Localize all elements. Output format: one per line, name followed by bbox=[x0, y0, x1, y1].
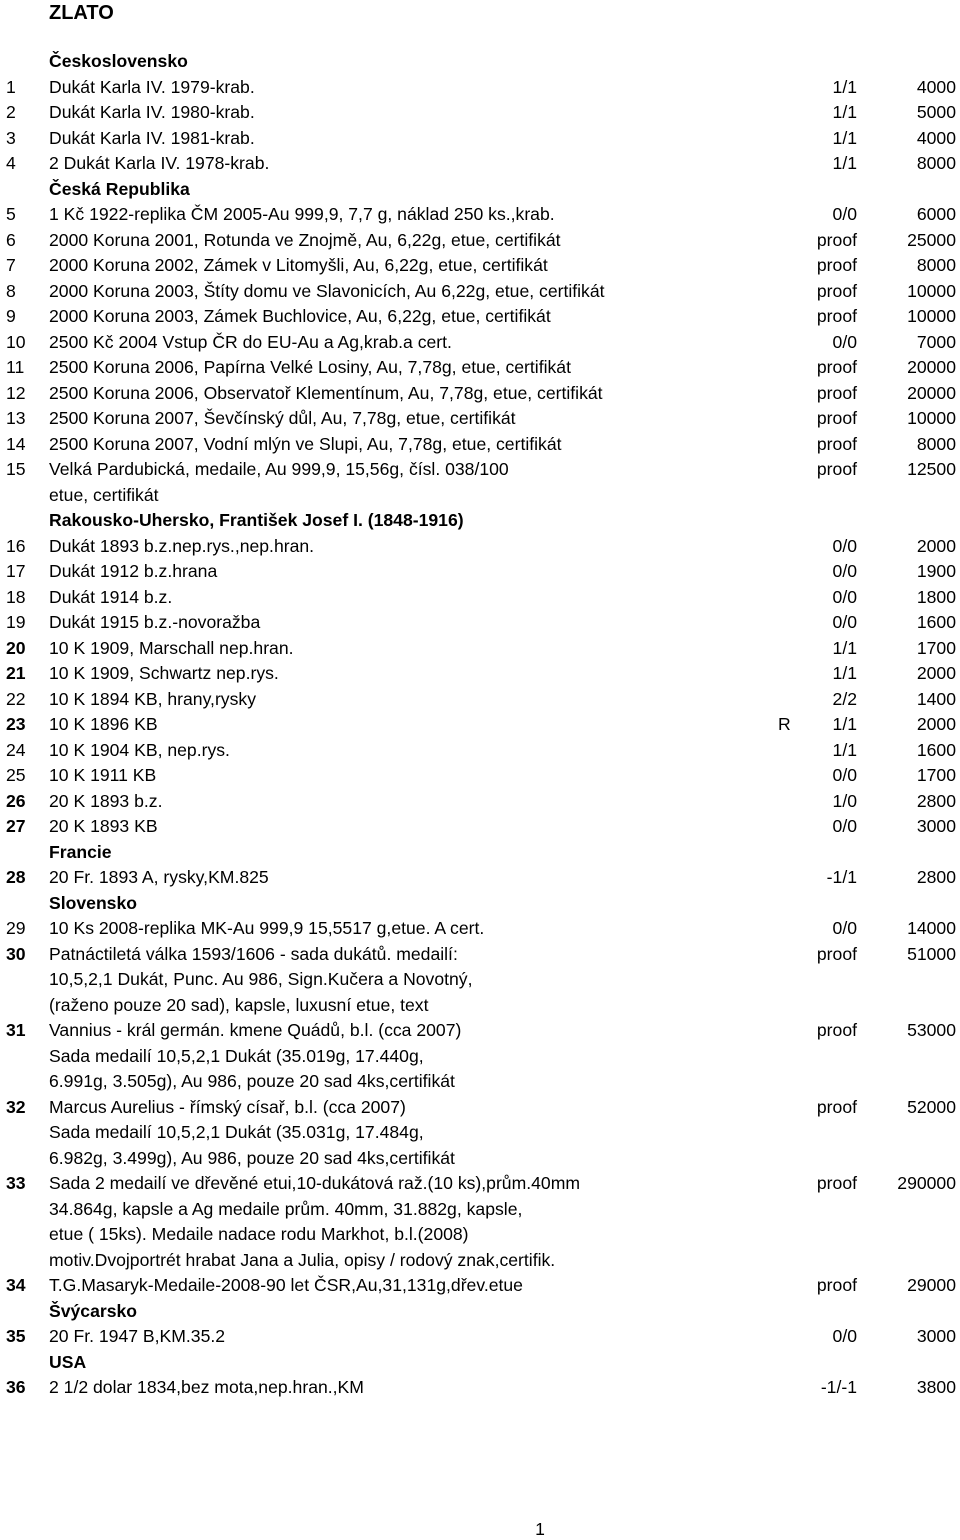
lot-grade: 0/0 bbox=[832, 561, 857, 581]
lot-row bbox=[0, 432, 960, 458]
lot-description: 2500 Kč 2004 Vstup ČR do EU-Au a Ag,krab.a cert. bbox=[49, 331, 452, 352]
lot-description: Dukát Karla IV. 1981-krab. bbox=[49, 127, 255, 148]
lot-row bbox=[0, 355, 960, 381]
lot-description: 2000 Koruna 2003, Štíty domu ve Slavonicích, Au 6,22g, etue, certifikát bbox=[49, 280, 605, 301]
lot-number: 5 bbox=[6, 204, 16, 224]
lot-row bbox=[0, 381, 960, 407]
lot-row bbox=[0, 304, 960, 330]
lot-number: 6 bbox=[6, 229, 16, 250]
section-heading: USA bbox=[49, 1351, 87, 1372]
lot-grade: -1/1 bbox=[826, 867, 857, 887]
lot-price: 8000 bbox=[916, 153, 956, 173]
lot-number: 20 bbox=[6, 637, 26, 658]
lot-number: 4 bbox=[6, 153, 16, 173]
lot-grade: 0/0 bbox=[832, 612, 857, 632]
lot-number: 9 bbox=[6, 306, 16, 326]
lot-price: 29000 bbox=[907, 1275, 956, 1295]
lot-number: 3 bbox=[6, 127, 16, 148]
lot-price: 6000 bbox=[916, 204, 956, 224]
lot-number: 23 bbox=[6, 714, 26, 734]
lot-price: 3000 bbox=[916, 816, 956, 836]
lot-number: 34 bbox=[6, 1275, 26, 1295]
lot-price: 1700 bbox=[916, 765, 956, 785]
lot-description: Dukát Karla IV. 1979-krab. bbox=[49, 76, 255, 97]
lot-price: 51000 bbox=[907, 943, 956, 964]
lot-price: 8000 bbox=[916, 255, 956, 275]
lot-grade: proof bbox=[816, 229, 857, 250]
lot-number: 8 bbox=[6, 280, 16, 301]
lot-number: 2 bbox=[6, 102, 16, 122]
lot-price: 2000 bbox=[916, 714, 956, 734]
lot-description: Sada 2 medailí ve dřevěné etui,10-dukátová raž.(10 ks),prům.40mm bbox=[49, 1173, 581, 1193]
lot-number: 21 bbox=[6, 663, 26, 683]
lot-row bbox=[0, 1171, 960, 1197]
lot-description: Dukát Karla IV. 1980-krab. bbox=[49, 102, 255, 122]
lot-description: 10,5,2,1 Dukát, Punc. Au 986, Sign.Kučera a Novotný, bbox=[49, 969, 473, 989]
lot-grade: 1/1 bbox=[832, 739, 857, 760]
lot-grade: 1/1 bbox=[832, 153, 857, 173]
lot-price: 1700 bbox=[916, 637, 956, 658]
lot-continuation-row bbox=[0, 483, 960, 509]
lot-description: 2500 Koruna 2006, Observatoř Klementínum, Au, 7,78g, etue, certifikát bbox=[49, 382, 603, 403]
lot-price: 2000 bbox=[916, 535, 956, 556]
lot-description: 2000 Koruna 2001, Rotunda ve Znojmě, Au, 6,22g, etue, certifikát bbox=[49, 229, 561, 250]
lot-description: 1 Kč 1922-replika ČM 2005-Au 999,9, 7,7 g, náklad 250 ks.,krab. bbox=[49, 204, 555, 224]
lot-continuation-row bbox=[0, 1120, 960, 1146]
lot-price: 8000 bbox=[916, 433, 956, 454]
lot-description: Dukát 1915 b.z.-novoražba bbox=[49, 612, 261, 632]
lot-price: 52000 bbox=[907, 1096, 956, 1117]
lot-grade: proof bbox=[816, 408, 857, 428]
lot-row bbox=[0, 100, 960, 126]
lot-price: 10000 bbox=[907, 280, 956, 301]
lot-grade: proof bbox=[816, 1096, 857, 1117]
lot-description: 2500 Koruna 2006, Papírna Velké Losiny, Au, 7,78g, etue, certifikát bbox=[49, 357, 571, 377]
lot-number: 35 bbox=[6, 1326, 26, 1346]
lot-row bbox=[0, 253, 960, 279]
section-heading: Česká Republika bbox=[49, 178, 190, 199]
lot-price: 10000 bbox=[907, 306, 956, 326]
lot-price: 4000 bbox=[916, 127, 956, 148]
lot-price: 12500 bbox=[907, 459, 956, 479]
lot-row bbox=[0, 942, 960, 968]
lot-number: 11 bbox=[6, 357, 25, 377]
lot-price: 53000 bbox=[907, 1020, 956, 1040]
lot-grade: 1/1 bbox=[832, 637, 857, 658]
lot-row bbox=[0, 738, 960, 764]
lot-grade: 1/1 bbox=[832, 102, 857, 122]
lot-number: 16 bbox=[6, 535, 26, 556]
lot-number: 32 bbox=[6, 1096, 26, 1117]
lot-number: 33 bbox=[6, 1173, 26, 1193]
section-heading: Slovensko bbox=[49, 892, 138, 913]
section-heading-row bbox=[0, 1299, 960, 1325]
lot-number: 13 bbox=[6, 408, 26, 428]
lot-description: 2500 Koruna 2007, Ševčínský důl, Au, 7,78g, etue, certifikát bbox=[49, 408, 516, 428]
lot-description: 6.982g, 3.499g), Au 986, pouze 20 sad 4ks,certifikát bbox=[49, 1147, 455, 1168]
lot-row bbox=[0, 636, 960, 662]
lot-number: 17 bbox=[6, 561, 26, 581]
section-heading-row bbox=[0, 1350, 960, 1376]
lot-continuation-row bbox=[0, 1197, 960, 1223]
lot-description: Dukát 1914 b.z. bbox=[49, 586, 173, 607]
lot-grade: proof bbox=[816, 255, 857, 275]
lot-description: Vannius - král germán. kmene Quádů, b.l. (cca 2007) bbox=[49, 1020, 462, 1040]
lot-grade: proof bbox=[816, 1173, 857, 1193]
lot-grade: proof bbox=[816, 433, 857, 454]
lot-description: Dukát 1912 b.z.hrana bbox=[49, 561, 218, 581]
lot-description: 20 Fr. 1893 A, rysky,KM.825 bbox=[49, 867, 269, 887]
lot-price: 5000 bbox=[916, 102, 956, 122]
lot-grade: proof bbox=[816, 1020, 857, 1040]
lot-description: Sada medailí 10,5,2,1 Dukát (35.019g, 17.440g, bbox=[49, 1045, 424, 1066]
lot-price: 1900 bbox=[916, 561, 956, 581]
section-heading-row bbox=[0, 840, 960, 866]
lot-row bbox=[0, 151, 960, 177]
lot-description: 2000 Koruna 2003, Zámek Buchlovice, Au, 6,22g, etue, certifikát bbox=[49, 306, 551, 326]
lot-continuation-row bbox=[0, 1248, 960, 1274]
lot-continuation-row bbox=[0, 1222, 960, 1248]
lot-price: 25000 bbox=[907, 229, 956, 250]
section-heading-row bbox=[0, 177, 960, 203]
lot-continuation-row bbox=[0, 1044, 960, 1070]
lot-description: 10 K 1909, Marschall nep.hran. bbox=[49, 637, 294, 658]
lot-grade: 0/0 bbox=[832, 535, 857, 556]
lot-grade: proof bbox=[816, 459, 857, 479]
lot-row bbox=[0, 585, 960, 611]
lot-number: 14 bbox=[6, 433, 26, 454]
lot-grade: proof bbox=[816, 943, 857, 964]
lot-grade: 1/1 bbox=[832, 76, 857, 97]
lot-price: 3000 bbox=[916, 1326, 956, 1346]
lot-number: 36 bbox=[6, 1377, 26, 1397]
lot-description: Marcus Aurelius - římský císař, b.l. (cca 2007) bbox=[49, 1096, 406, 1117]
lot-grade: 1/1 bbox=[832, 127, 857, 148]
lot-continuation-row bbox=[0, 967, 960, 993]
lot-row bbox=[0, 1324, 960, 1350]
lot-description: Sada medailí 10,5,2,1 Dukát (35.031g, 17.484g, bbox=[49, 1122, 424, 1142]
lot-price: 2000 bbox=[916, 663, 956, 683]
lot-price: 1600 bbox=[916, 612, 956, 632]
lot-row bbox=[0, 1018, 960, 1044]
lot-grade: 0/0 bbox=[832, 765, 857, 785]
section-heading: Rakousko-Uhersko, František Josef I. (1848-1916) bbox=[49, 510, 464, 530]
lot-description: 2 1/2 dolar 1834,bez mota,nep.hran.,KM bbox=[49, 1377, 364, 1397]
lot-description: 2000 Koruna 2002, Zámek v Litomyšli, Au, 6,22g, etue, certifikát bbox=[49, 255, 548, 275]
lot-number: 31 bbox=[6, 1020, 26, 1040]
lot-description: motiv.Dvojportrét hrabat Jana a Julia, opisy / rodový znak,certifik. bbox=[49, 1249, 556, 1270]
lot-continuation-row bbox=[0, 1069, 960, 1095]
lot-row bbox=[0, 763, 960, 789]
lot-grade: proof bbox=[816, 1275, 857, 1295]
lot-row bbox=[0, 687, 960, 713]
lot-row bbox=[0, 406, 960, 432]
lot-row bbox=[0, 126, 960, 152]
lot-row bbox=[0, 534, 960, 560]
lot-grade: 0/0 bbox=[832, 918, 857, 938]
lot-row bbox=[0, 228, 960, 254]
lot-number: 29 bbox=[6, 918, 26, 938]
lot-row bbox=[0, 1095, 960, 1121]
lot-number: 10 bbox=[6, 331, 26, 352]
lot-price: 290000 bbox=[897, 1173, 956, 1193]
lot-number: 25 bbox=[6, 765, 26, 785]
lot-description: T.G.Masaryk-Medaile-2008-90 let ČSR,Au,31,131g,dřev.etue bbox=[49, 1275, 523, 1295]
lot-description: 20 K 1893 b.z. bbox=[49, 790, 163, 811]
lot-grade: 0/0 bbox=[832, 331, 857, 352]
lot-description: 34.864g, kapsle a Ag medaile prům. 40mm, 31.882g, kapsle, bbox=[49, 1198, 523, 1219]
lot-description: 10 K 1904 KB, nep.rys. bbox=[49, 739, 230, 760]
lot-row bbox=[0, 202, 960, 228]
lot-number: 18 bbox=[6, 586, 26, 607]
lot-number: 7 bbox=[6, 255, 16, 275]
lot-grade: 1/0 bbox=[832, 790, 857, 811]
lot-description: 10 K 1909, Schwartz nep.rys. bbox=[49, 663, 279, 683]
section-heading: Francie bbox=[49, 841, 112, 862]
lot-number: 15 bbox=[6, 459, 26, 479]
section-heading-row bbox=[0, 508, 960, 534]
lot-number: 1 bbox=[6, 76, 16, 97]
lot-price: 1800 bbox=[916, 586, 956, 607]
lot-row bbox=[0, 75, 960, 101]
lot-continuation-row bbox=[0, 1146, 960, 1172]
lot-description: (raženo pouze 20 sad), kapsle, luxusní etue, text bbox=[49, 994, 429, 1015]
lot-row bbox=[0, 661, 960, 687]
lot-number: 28 bbox=[6, 867, 26, 887]
lot-grade: 0/0 bbox=[832, 586, 857, 607]
lot-description: 10 Ks 2008-replika MK-Au 999,9 15,5517 g,etue. A cert. bbox=[49, 918, 485, 938]
lot-price: 2800 bbox=[916, 867, 956, 887]
lot-number: 30 bbox=[6, 943, 26, 964]
lot-description: 10 K 1911 KB bbox=[49, 765, 157, 785]
lot-description: 20 K 1893 KB bbox=[49, 816, 158, 836]
lot-number: 27 bbox=[6, 816, 26, 836]
section-heading-row bbox=[0, 49, 960, 75]
lot-row bbox=[0, 1273, 960, 1299]
section-heading-row bbox=[0, 891, 960, 917]
lot-price: 1600 bbox=[916, 739, 956, 760]
page-title: ZLATO bbox=[49, 2, 114, 24]
lot-row bbox=[0, 559, 960, 585]
section-heading: Československo bbox=[49, 51, 188, 71]
lot-description: 6.991g, 3.505g), Au 986, pouze 20 sad 4ks,certifikát bbox=[49, 1071, 455, 1091]
lot-row bbox=[0, 1375, 960, 1401]
lot-row bbox=[0, 457, 960, 483]
lot-row bbox=[0, 814, 960, 840]
lot-grade: 1/1 bbox=[832, 663, 857, 683]
lot-grade: proof bbox=[816, 280, 857, 301]
lot-description: 20 Fr. 1947 B,KM.35.2 bbox=[49, 1326, 226, 1346]
lot-price: 3800 bbox=[916, 1377, 956, 1397]
lot-description: Patnáctiletá válka 1593/1606 - sada dukátů. medailí: bbox=[49, 943, 458, 964]
lot-row bbox=[0, 610, 960, 636]
lot-description: 10 K 1896 KB bbox=[49, 714, 158, 734]
lot-description: etue ( 15ks). Medaile nadace rodu Markhot, b.l.(2008) bbox=[49, 1224, 469, 1244]
lot-price: 4000 bbox=[916, 76, 956, 97]
lot-grade: proof bbox=[816, 357, 857, 377]
lot-description: Velká Pardubická, medaile, Au 999,9, 15,56g, čísl. 038/100 bbox=[49, 459, 509, 479]
lot-description: 2 Dukát Karla IV. 1978-krab. bbox=[49, 153, 270, 173]
lot-row bbox=[0, 865, 960, 891]
lot-number: 24 bbox=[6, 739, 26, 760]
lot-price: 1400 bbox=[916, 688, 956, 709]
lot-number: 19 bbox=[6, 612, 26, 632]
lot-grade: proof bbox=[816, 306, 857, 326]
lot-row bbox=[0, 712, 960, 738]
lot-row bbox=[0, 330, 960, 356]
lot-continuation-row bbox=[0, 993, 960, 1019]
lot-grade: 1/1 bbox=[832, 714, 857, 734]
lot-number: 22 bbox=[6, 688, 26, 709]
lot-grade: 0/0 bbox=[832, 204, 857, 224]
lot-number: 26 bbox=[6, 790, 26, 811]
lot-price: 7000 bbox=[916, 331, 956, 352]
lot-row bbox=[0, 789, 960, 815]
lot-grade: 0/0 bbox=[832, 1326, 857, 1346]
lot-description: Dukát 1893 b.z.nep.rys.,nep.hran. bbox=[49, 535, 315, 556]
lot-grade: -1/-1 bbox=[820, 1377, 857, 1397]
lot-description: 10 K 1894 KB, hrany,rysky bbox=[49, 688, 256, 709]
lot-description: 2500 Koruna 2007, Vodní mlýn ve Slupi, Au, 7,78g, etue, certifikát bbox=[49, 433, 562, 454]
lot-description: etue, certifikát bbox=[49, 484, 159, 505]
lot-row bbox=[0, 916, 960, 942]
lot-price: 20000 bbox=[907, 357, 956, 377]
lot-row bbox=[0, 279, 960, 305]
lot-price: 2800 bbox=[916, 790, 956, 811]
lot-price: 14000 bbox=[907, 918, 956, 938]
lot-price: 20000 bbox=[907, 382, 956, 403]
section-heading: Švýcarsko bbox=[49, 1300, 138, 1321]
rarity-mark: R bbox=[778, 714, 791, 734]
lot-grade: proof bbox=[816, 382, 857, 403]
lot-price: 10000 bbox=[907, 408, 956, 428]
lot-grade: 2/2 bbox=[832, 688, 857, 709]
lot-grade: 0/0 bbox=[832, 816, 857, 836]
lot-number: 12 bbox=[6, 382, 26, 403]
page-number: 1 bbox=[535, 1519, 545, 1539]
